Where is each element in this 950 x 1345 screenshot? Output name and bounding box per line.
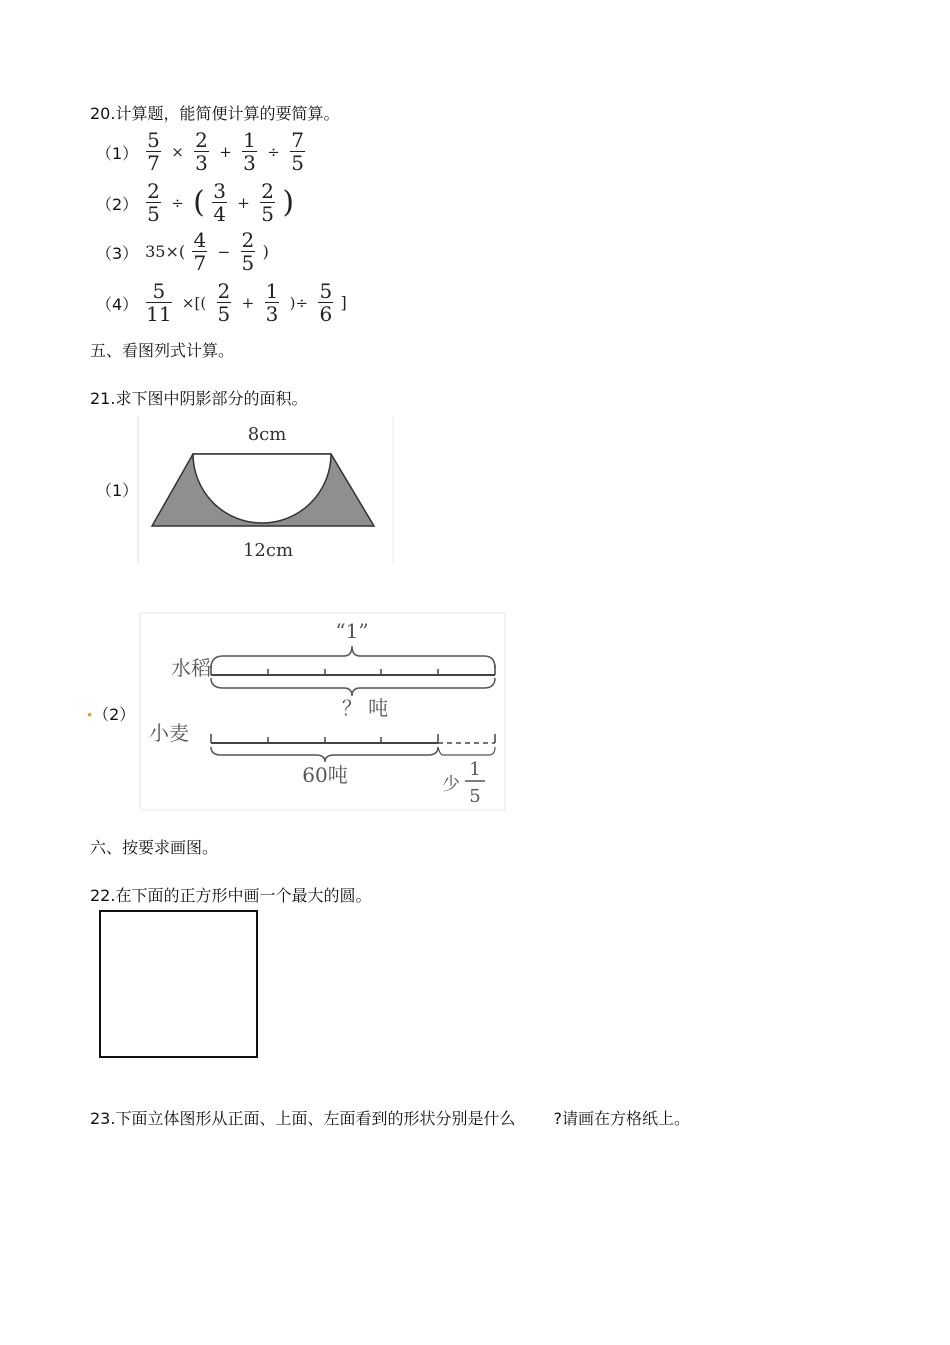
section-5-heading: 五、看图列式计算。 [90,341,235,360]
wheat-brace [211,747,438,762]
q20-item-1 [96,130,306,173]
item-label: （1） [96,144,139,163]
operator: × [171,142,184,161]
q22-title: 22.在下面的正方形中画一个最大的圆。 [90,886,372,905]
fraction: $\frac{1}{3}$ [265,279,279,326]
fraction: $\frac{5}{11}$ [146,279,172,326]
operator: ÷ [171,193,184,212]
fraction: $\frac{3}{4}$ [213,179,226,226]
line-segment-diagram [139,612,507,812]
less-numerator: 1 [469,759,481,780]
operator: + [219,142,232,161]
fraction: $\frac{2}{5}$ [147,179,160,226]
lead-expression: 35×( [145,242,186,261]
item-label: （2） [96,195,139,214]
operator: − [217,242,231,261]
fraction: $\frac{4}{7}$ [193,228,207,275]
fraction: $\frac{5}{6}$ [319,279,333,326]
less-label: 少 [442,774,460,795]
fig1-label: （1） [96,481,139,500]
fig2-label-row [86,702,135,725]
fraction: $\frac{2}{5}$ [217,279,231,326]
bullet-icon: • [86,708,94,723]
paren: ] [340,293,347,312]
paren: ) [262,242,269,261]
drawing-square[interactable] [99,910,258,1058]
q21-title: 21.求下图中阴影部分的面积。 [90,389,308,408]
operator: + [237,193,250,212]
top-length-label: 8cm [247,424,287,445]
unit-one-label: “1” [335,619,369,643]
q20-item-4 [96,281,347,324]
q20-item-3 [96,230,269,273]
q20-title: 20.计算题，能简便计算的要简算。 [90,104,340,123]
top-brace [211,646,495,668]
question-label: ？ 吨 [341,696,389,720]
fraction: $\frac{2}{3}$ [195,128,208,175]
bottom-brace [211,678,495,696]
less-brace [438,747,495,755]
bottom-length-label: 12cm [242,540,294,561]
operator: ÷ [267,142,280,161]
item-label: （3） [96,244,139,263]
paren: ) [282,185,295,220]
operator: + [241,293,255,312]
trapezoid-figure [137,416,395,564]
fig2-label: （2） [93,705,136,724]
fraction: $\frac{2}{5}$ [261,179,274,226]
rice-label: 水稻 [171,656,211,680]
fraction: $\frac{7}{5}$ [291,128,304,175]
less-denominator: 5 [469,786,481,807]
wheat-label: 小麦 [149,721,189,745]
fraction: $\frac{5}{7}$ [147,128,160,175]
fraction: $\frac{2}{5}$ [241,228,255,275]
fraction: $\frac{1}{3}$ [243,128,256,175]
operator: )÷ [289,293,309,312]
paren: ( [193,185,205,220]
operator: ×[( [181,293,207,312]
item-label: （4） [96,295,139,314]
section-6-heading: 六、按要求画图。 [90,838,219,857]
sixty-ton-label: 60吨 [302,763,348,787]
q20-item-2 [96,181,294,224]
q23-title [90,1106,690,1129]
q23-text-b: ?请画在方格纸上。 [553,1109,690,1128]
q23-text-a: 23.下面立体图形从正面、上面、左面看到的形状分别是什么 [90,1109,516,1128]
